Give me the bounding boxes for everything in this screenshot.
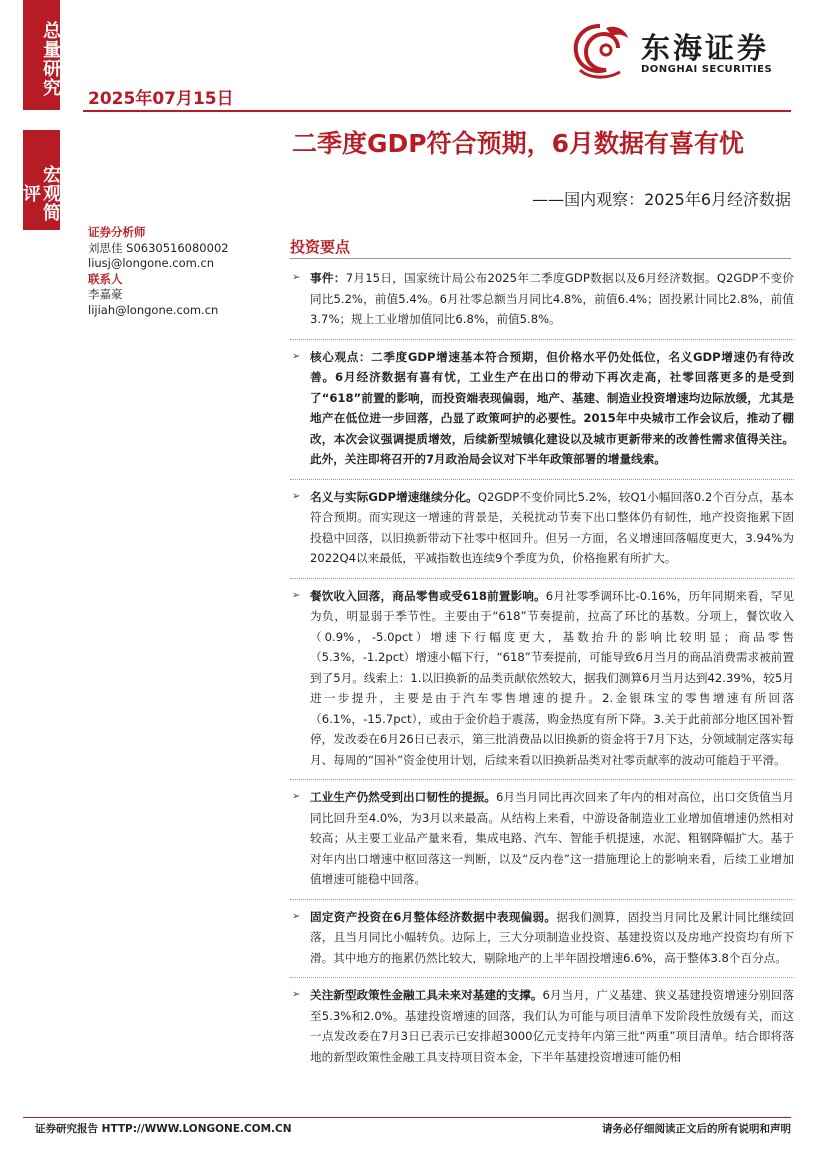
company-logo: [566, 20, 796, 82]
report-date: 2025年07月15日: [88, 89, 234, 109]
point-lead: 事件：: [310, 271, 346, 285]
dragon-logo-icon: [566, 20, 634, 82]
arrow-bullet-icon: ➢: [292, 589, 301, 601]
arrow-bullet-icon: ➢: [292, 490, 301, 502]
list-item: [290, 268, 794, 330]
analyst-label: 证券分析师: [88, 225, 146, 239]
header-divider: [83, 110, 791, 112]
analyst-email[interactable]: liusj@longone.com.cn: [88, 256, 215, 270]
footer-divider: [23, 1117, 791, 1118]
contact-label: 联系人: [88, 271, 123, 286]
point-text: Q2GDP不变价同比5.2%，较Q1小幅回落0.2个百分点，基本符合预期。而实现这一增速的背景是，关税扰动节奏下出口整体仍有韧性，地产投资拖累下固投稳中回落，以旧换新带动下社零中枢回升。但另一方面，名义增速回落幅度更大，3.94%为2022Q4以来最低，平减指数也连续9个季度为负，价格拖累有所扩大。: [310, 489, 794, 565]
contact-name: 李嘉豪: [88, 287, 123, 301]
category-tag-macro-review: 宏观简评: [23, 130, 60, 230]
arrow-bullet-icon: ➢: [292, 910, 301, 922]
point-text: 7月15日，国家统计局公布2025年二季度GDP数据以及6月经济数据。Q2GDP不变价同比5.2%，前值5.4%。6月社零总额当月同比4.8%，前值6.4%；固投累计同比2.8%，前值3.7%；规上工业增加值同比6.8%，前值5.8%。: [310, 271, 794, 326]
arrow-bullet-icon: ➢: [292, 989, 301, 1000]
section-heading: 投资要点: [290, 238, 351, 256]
category-tag-total-research: 总量研究: [23, 0, 60, 110]
logo-english-name: DONGHAI SECURITIES: [641, 64, 773, 75]
list-item: [290, 977, 794, 1067]
point-text: 6月当月，广义基建、狭义基建投资增速分别回落至5.3%和2.0%。基建投资增速的回落，我们认为可能与项目清单下发阶段性放缓有关，而这一点发改委在7月3日已表示已安排超3000亿元支持年内第三批“两重”项目清单。结合即将落地的新型政策性金融工具支持项目资本金，下半年基建投资增速可能仍相: [310, 988, 794, 1064]
report-subtitle: ——国内观察：2025年6月经济数据: [532, 190, 791, 209]
point-lead: 名义与实际GDP增速继续分化。: [310, 489, 478, 504]
point-text: 6月当月同比再次回来了年内的相对高位，出口交货值当月同比回升至4.0%，为3月以来最高。从结构上来看，中游设备制造业工业增加值增速仍然相对较高；从主要工业品产量来看，集成电路、汽车、智能手机提速，水泥、粗钢降幅扩大。基于对年内出口增速中枢回落这一判断，以及“反内卷”这一措施理论上的影响来看，后续工业增加值增速可能稳中回落。: [310, 790, 794, 886]
list-item: [290, 578, 794, 771]
point-text: 6月社零季调环比-0.16%，历年同期来看，罕见为负，明显弱于季节性。主要由于“618”节奏提前，拉高了环比的基数。分项上，餐饮收入（0.9%，-5.0pct）增速下行幅度更大，基数抬升的影响比较明显；商品零售（5.3%，-1.2pct）增速小幅下行，“618”节奏提前，可能导致6月当月的商品消费需求被前置到了5月。线索上：1.以旧换新的品类贡献依然较大，据我们测算6月当月达到42.39%，较5月进一步提升，主要是由于汽车零售增速的提升。2.金银珠宝的零售增速有所回落（6.1%，-15.7pct），或由于金价趋于震荡，购金热度有所下降。3.关于此前部分地区国补暂停，发改委在6月26日已表示，第三批消费品以旧换新的资金将于7月下达，分领域制定落实每月、每周的“国补”资金使用计划，后续来看以旧换新品类对社零贡献率的波动可能趋于平滑。: [310, 588, 794, 767]
section-divider: [290, 258, 791, 259]
point-lead: 关注新型政策性金融工具未来对基建的支撑。: [310, 988, 543, 1002]
point-lead: 固定资产投资在6月整体经济数据中表现偏弱。: [310, 909, 557, 924]
analyst-name-id: 刘思佳 S0630516080002: [88, 240, 229, 255]
footer-website[interactable]: 证券研究报告 HTTP://WWW.LONGONE.COM.CN: [35, 1123, 292, 1135]
analyst-info: [88, 225, 278, 318]
arrow-bullet-icon: ➢: [292, 272, 301, 283]
list-item: [290, 339, 794, 470]
point-lead: 核心观点：二季度GDP增速基本符合预期，但价格水平仍处低位，名义GDP增速仍有待改善。6月经济数据有喜有忧，工业生产在出口的带动下再次走高，社零回落更多的是受到了“618”前置的影响，而投资端表现偏弱，地产、基建、制造业投资增速均边际放缓，尤其是地产在低位进一步回落，凸显了政策呵护的必要性。2015年中央城市工作会议后，推动了棚改，本次会议强调提质增效，后续新型城镇化建设以及城市更新带来的改善性需求值得关注。此外，关注即将召开的7月政治局会议对下半年政策部署的增量线索。: [310, 349, 794, 466]
report-title: 二季度GDP符合预期，6月数据有喜有忧: [292, 129, 744, 158]
list-item: [290, 779, 794, 890]
list-item: [290, 479, 794, 569]
arrow-bullet-icon: ➢: [292, 791, 301, 802]
logo-chinese-name: 东海证券: [641, 31, 770, 65]
arrow-bullet-icon: ➢: [292, 350, 301, 362]
key-points-list: [290, 268, 794, 1076]
point-text: 据我们测算，固投当月同比及累计同比继续回落，且当月同比小幅转负。边际上，三大分项制造业投资、基建投资以及房地产投资均有所下滑。其中地方的拖累仍然比较大，剔除地产的上半年固投增速6.6%，高于整体3.8个百分点。: [310, 909, 794, 965]
point-lead: 餐饮收入回落，商品零售或受618前置影响。: [310, 588, 546, 603]
footer-disclaimer: 请务必仔细阅读正文后的所有说明和声明: [602, 1123, 791, 1135]
contact-email[interactable]: lijiah@longone.com.cn: [88, 302, 219, 317]
list-item: [290, 899, 794, 969]
point-lead: 工业生产仍然受到出口韧性的提振。: [310, 790, 496, 804]
